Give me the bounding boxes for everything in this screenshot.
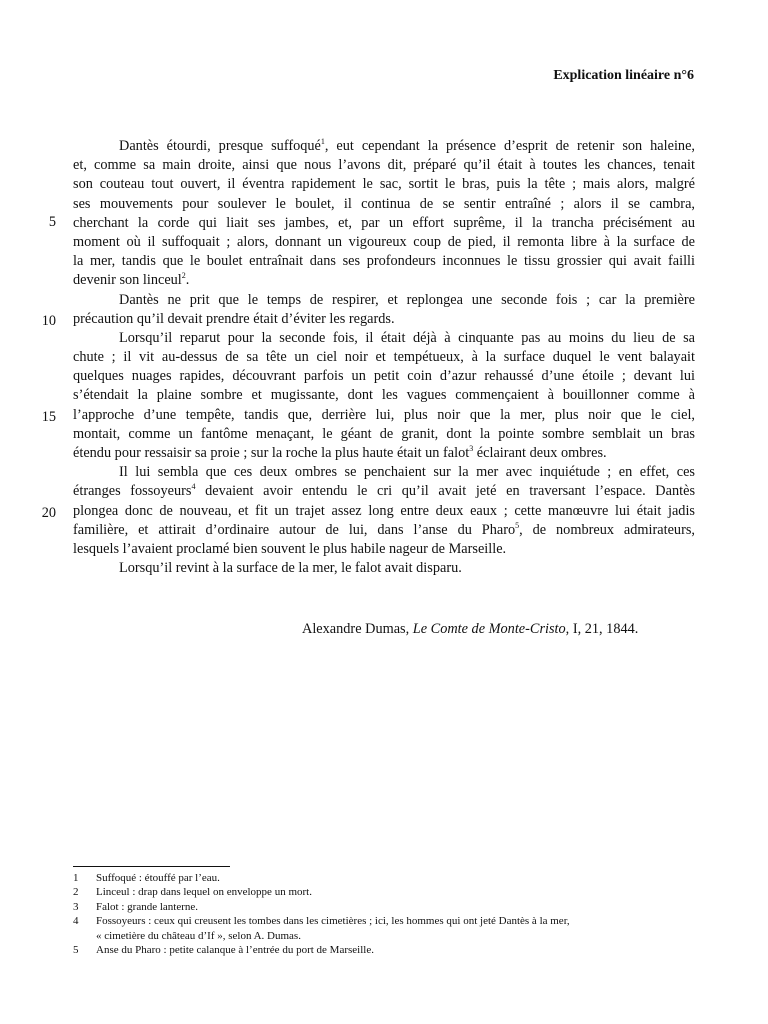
text-line: Dantès ne prit que le temps de respirer, et replongea une seconde fois ; car la première — [119, 291, 695, 308]
footnote-ref: 3 — [469, 444, 474, 453]
text-line: lesquels l’avaient proclamé bien souvent le plus habile nageur de Marseille. — [73, 540, 507, 557]
footnote-continuation: « cimetière du château d’If », selon A. Dumas. — [96, 929, 301, 942]
excerpt-text — [73, 137, 695, 578]
footnote-ref: 1 — [320, 137, 325, 146]
text-line: son couteau tout ouvert, il éventra rapidement le sac, sortit le bras, puis la tête ; mais alors, malgré — [73, 176, 695, 193]
footnote-ref: 5 — [515, 520, 520, 530]
line-number: 20 — [41, 505, 56, 521]
source-citation — [302, 621, 638, 638]
text-line: et, comme sa main droite, ainsi que nous l’avons dit, préparé qu’il était à toutes les chances, tenait — [73, 157, 695, 174]
footnote-ref: 2 — [181, 271, 186, 281]
footnote-ref: 4 — [191, 482, 196, 492]
footnote: 1 Suffoqué : étouffé par l’eau. — [73, 872, 220, 884]
footnote: 5 Anse du Pharo : petite calanque à l’entrée du port de Marseille. — [73, 944, 374, 957]
text-line: Lorsqu’il reparut pour la seconde fois, il était déjà à cinquante pas au moins du lieu de sa — [119, 329, 695, 346]
text-line: étendu pour ressaisir sa proie ; sur la roche la plus haute était un falot$^3$ éclairant deux ombres. — [73, 444, 607, 461]
text-line: précaution qu’il devait prendre était d’éviter les regards. — [73, 310, 395, 327]
text-line: chute ; il vit au-dessus de sa tête un ciel noir et tempétueux, à la surface duquel le vent balayait — [73, 349, 695, 366]
citation-ref: , I, 21, 1844. — [565, 621, 639, 637]
page-title: Explication linéaire n°6 — [553, 68, 694, 83]
text-line: ses mouvements pour soulever le boulet, il continua de se sentir entraîné ; alors il se cambra, — [73, 195, 695, 212]
text-line: Il lui sembla que ces deux ombres se penchaient sur la mer avec inquiétude ; en effet, ces — [119, 464, 695, 481]
text-line: s’étendait la plaine sombre et mugissante, dont les vagues commençaient à bouillonner comme à — [73, 387, 695, 404]
text-line: l’approche d’une tempête, tandis que, derrière lui, plus noir que la mer, plus noir que le ciel, — [73, 406, 695, 423]
text-line: étranges fossoyeurs$^4$ devaient avoir entendu le cri qu’il avait jeté en traversant l’espace. Dantès — [73, 482, 696, 500]
text-line: quelques nuages rapides, découvrant parfois un petit coin d’azur rehaussé d’une étoile ; devant lui — [73, 368, 695, 385]
citation-work: Le Comte de Monte-Cristo — [412, 621, 566, 637]
footnote: 4 Fossoyeurs : ceux qui creusent les tombes dans les cimetières ; ici, les hommes qui ont jeté Dantès à la mer, — [73, 915, 570, 928]
line-number: 5 — [48, 214, 56, 230]
footnote: 3 Falot : grande lanterne. — [73, 900, 199, 913]
text-line: familière, et attirait d’ordinaire autour de lui, dans l’anse du Pharo$^5$, de nombreux admirateurs, — [73, 520, 695, 538]
footnotes — [73, 871, 570, 957]
text-line: Lorsqu’il revint à la surface de la mer, le falot avait disparu. — [119, 560, 462, 577]
text-line: moment où il suffoquait ; alors, donnant un vigoureux coup de pied, il remonta libre à la surface de — [73, 233, 695, 250]
line-number: 10 — [41, 313, 56, 329]
footnote-divider — [73, 866, 230, 867]
text-line: montait, comme un fantôme menaçant, le géant de granit, dont la pointe sombre semblait un bras — [73, 425, 695, 442]
line-number: 15 — [41, 409, 56, 425]
text-line: cherchant la corde qui liait ses jambes, et, par un effort suprême, il la trancha précisément au — [73, 214, 695, 231]
text-line: Dantès étourdi, presque suffoqué$^1$, eut cependant la présence d’esprit de retenir son haleine, — [119, 137, 695, 154]
text-line: la mer, tandis que le boulet entraînait dans ses profondeurs inconnues le tissu grossier qui avait failli — [73, 253, 695, 270]
text-line: devenir son linceul$^2$. — [73, 271, 190, 289]
text-line: plongea donc de nouveau, et fit un trajet assez long entre deux eaux ; cette manœuvre lui était jadis — [73, 502, 695, 519]
footnote: 2 Linceul : drap dans lequel on enveloppe un mort. — [73, 886, 312, 899]
citation-author: Alexandre Dumas, — [302, 621, 413, 637]
